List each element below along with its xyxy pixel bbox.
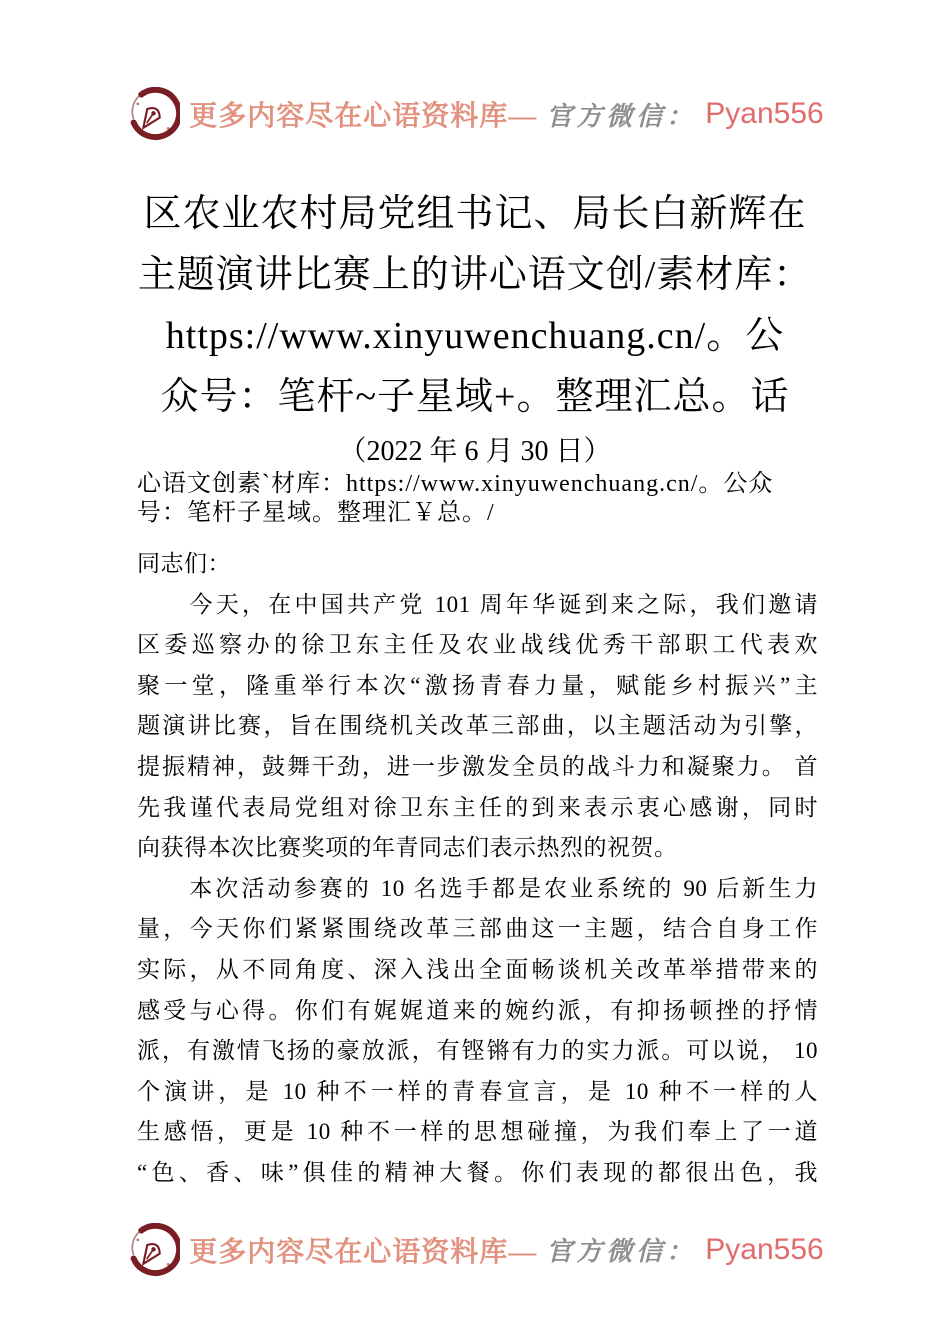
source-note-line: 号：笔杆子星域。整理汇￥总。/ — [137, 500, 495, 526]
wechat-label: 官方微信： — [546, 1237, 697, 1266]
date-line: （2022 年 6 月 30 日） — [338, 436, 612, 467]
body-line: 题演讲比赛，旨在围绕机关改革三部曲，以主题活动为引擎， — [137, 713, 818, 739]
body-line: 生感悟，更是 10 种不一样的思想碰撞，为我们奉上了一道 — [137, 1119, 818, 1145]
pen-ink-logo-icon — [126, 1223, 180, 1277]
body-line: 提振精神，鼓舞干劲，进一步激发全员的战斗力和凝聚力。 首 — [137, 753, 818, 779]
source-note-line: 心语文创素`材库：https://www.xinyuwenchuang.cn/。公众 — [137, 471, 774, 497]
wechat-id: Pyan556 — [705, 97, 824, 130]
title-line: 众号：笔杆~子星域+。整理汇总。话 — [160, 376, 790, 418]
watermark-brand-text: 更多内容尽在心语资料库— — [189, 101, 538, 132]
pen-ink-logo-icon — [126, 87, 180, 141]
document-title — [0, 184, 950, 428]
wechat-id: Pyan556 — [705, 1232, 824, 1266]
body-line: 先我谨代表局党组对徐卫东主任的到来表示衷心感谢，同时 — [137, 794, 818, 820]
title-line: 主题演讲比赛上的讲心语文创/素材库： — [137, 254, 813, 296]
body-line: 向获得本次比赛奖项的年青同志们表示热烈的祝贺。 — [137, 835, 678, 861]
footer-watermark — [0, 1222, 950, 1278]
wechat-label: 官方微信： — [546, 101, 697, 131]
body-line: 同志们： — [137, 551, 231, 576]
body-line: 今天，在中国共产党 101 周年华诞到来之际，我们邀请 — [137, 591, 818, 617]
body-line: 本次活动参赛的 10 名选手都是农业系统的 90 后新生力 — [137, 875, 818, 901]
body-line: 区委巡察办的徐卫东主任及农业战线优秀干部职工代表欢 — [137, 632, 818, 658]
title-line: https://www.xinyuwenchuang.cn/。公 — [165, 315, 785, 357]
body-line: 实际，从不同角度、深入浅出全面畅谈机关改革举措带来的 — [137, 956, 818, 982]
watermark-brand-text: 更多内容尽在心语资料库— — [189, 1236, 538, 1268]
body-line: 聚一堂，隆重举行本次“激扬青春力量，赋能乡村振兴”主 — [137, 672, 818, 698]
body-line: 感受与心得。你们有娓娓道来的婉约派，有抑扬顿挫的抒情 — [137, 997, 818, 1023]
source-note — [137, 470, 857, 528]
body-line: 个演讲，是 10 种不一样的青春宣言，是 10 种不一样的人 — [137, 1078, 818, 1104]
body-line: 派，有激情飞扬的豪放派，有铿锵有力的实力派。可以说， 10 — [137, 1038, 818, 1064]
speech-body — [137, 544, 818, 1194]
body-line: 量，今天你们紧紧围绕改革三部曲这一主题，结合自身工作 — [137, 916, 818, 942]
header-watermark — [0, 86, 950, 142]
title-line: 区农业农村局党组书记、局长白新辉在 — [143, 193, 807, 235]
body-line: “色、香、味”俱佳的精神大餐。你们表现的都很出色，我 — [137, 1159, 818, 1185]
